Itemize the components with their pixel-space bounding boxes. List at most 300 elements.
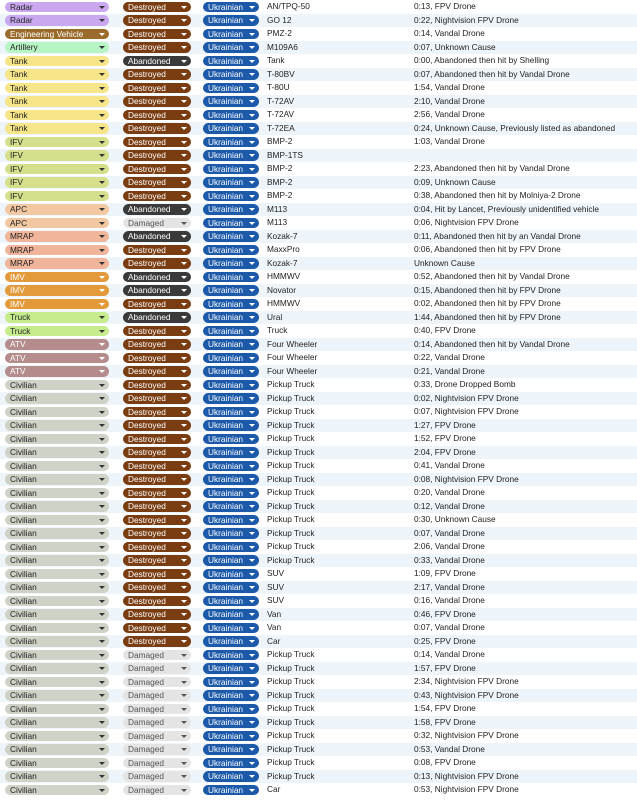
chevron-down-icon <box>99 114 105 117</box>
category-dropdown[interactable] <box>5 785 109 796</box>
category-dropdown[interactable] <box>5 299 109 310</box>
category-dropdown[interactable] <box>5 150 109 161</box>
status-dropdown[interactable] <box>123 353 191 364</box>
side-dropdown[interactable] <box>203 528 259 539</box>
model-cell: M113 <box>267 203 288 214</box>
side-dropdown[interactable] <box>203 393 259 404</box>
chevron-down-icon <box>99 600 105 603</box>
note-cell: 1:57, FPV Drone <box>414 662 476 673</box>
side-dropdown[interactable] <box>203 366 259 377</box>
category-dropdown[interactable] <box>5 488 109 499</box>
chevron-down-icon <box>99 519 105 522</box>
status-label: Abandoned <box>128 231 171 242</box>
side-dropdown[interactable] <box>203 447 259 458</box>
side-label: Ukrainian <box>208 636 244 647</box>
chevron-down-icon <box>181 721 187 724</box>
category-dropdown[interactable] <box>5 164 109 175</box>
category-dropdown[interactable] <box>5 42 109 53</box>
category-label: Civilian <box>10 771 37 782</box>
status-dropdown[interactable] <box>123 650 191 661</box>
side-dropdown[interactable] <box>203 177 259 188</box>
chevron-down-icon <box>181 357 187 360</box>
model-cell: Pickup Truck <box>267 730 315 740</box>
status-dropdown[interactable] <box>123 366 191 377</box>
status-dropdown[interactable] <box>123 582 191 593</box>
category-label: Civilian <box>10 460 37 471</box>
side-dropdown[interactable] <box>203 501 259 512</box>
status-dropdown[interactable] <box>123 150 191 161</box>
category-dropdown[interactable] <box>5 191 109 202</box>
category-dropdown[interactable] <box>5 515 109 526</box>
chevron-down-icon <box>181 465 187 468</box>
chevron-down-icon <box>99 492 105 495</box>
category-dropdown[interactable] <box>5 258 109 269</box>
status-dropdown[interactable] <box>123 339 191 350</box>
status-dropdown[interactable] <box>123 744 191 755</box>
side-dropdown[interactable] <box>203 96 259 107</box>
status-dropdown[interactable] <box>123 407 191 418</box>
status-dropdown[interactable] <box>123 258 191 269</box>
status-label: Damaged <box>128 676 164 687</box>
status-dropdown[interactable] <box>123 380 191 391</box>
side-dropdown[interactable] <box>203 771 259 782</box>
category-dropdown[interactable] <box>5 582 109 593</box>
side-dropdown[interactable] <box>203 785 259 796</box>
status-dropdown[interactable] <box>123 96 191 107</box>
category-dropdown[interactable] <box>5 366 109 377</box>
chevron-down-icon <box>99 411 105 414</box>
chevron-down-icon <box>181 654 187 657</box>
status-label: Destroyed <box>128 501 166 512</box>
side-dropdown[interactable] <box>203 339 259 350</box>
category-dropdown[interactable] <box>5 15 109 26</box>
model-cell: Pickup Truck <box>267 500 315 511</box>
model-cell: Pickup Truck <box>267 487 315 497</box>
category-dropdown[interactable] <box>5 353 109 364</box>
chevron-down-icon <box>99 141 105 144</box>
side-label: Ukrainian <box>208 285 244 296</box>
status-dropdown[interactable] <box>123 704 191 715</box>
status-label: Damaged <box>128 730 164 741</box>
category-label: Tank <box>10 123 28 134</box>
status-dropdown[interactable] <box>123 272 191 283</box>
chevron-down-icon <box>181 141 187 144</box>
side-dropdown[interactable] <box>203 582 259 593</box>
chevron-down-icon <box>99 33 105 36</box>
category-dropdown[interactable] <box>5 623 109 634</box>
side-dropdown[interactable] <box>203 42 259 53</box>
chevron-down-icon <box>99 438 105 441</box>
chevron-down-icon <box>249 492 255 495</box>
side-dropdown[interactable] <box>203 245 259 256</box>
status-label: Destroyed <box>128 460 166 471</box>
status-dropdown[interactable] <box>123 110 191 121</box>
status-dropdown[interactable] <box>123 758 191 769</box>
status-dropdown[interactable] <box>123 542 191 553</box>
status-dropdown[interactable] <box>123 528 191 539</box>
category-dropdown[interactable] <box>5 312 109 323</box>
status-label: Damaged <box>128 784 164 795</box>
category-dropdown[interactable] <box>5 447 109 458</box>
side-label: Ukrainian <box>208 109 244 120</box>
chevron-down-icon <box>181 222 187 225</box>
note-cell: 0:16, Vandal Drone <box>414 595 485 605</box>
chevron-down-icon <box>181 789 187 792</box>
side-dropdown[interactable] <box>203 623 259 634</box>
status-dropdown[interactable] <box>123 569 191 580</box>
side-dropdown[interactable] <box>203 758 259 769</box>
chevron-down-icon <box>249 303 255 306</box>
side-dropdown[interactable] <box>203 690 259 701</box>
side-dropdown[interactable] <box>203 150 259 161</box>
status-dropdown[interactable] <box>123 29 191 40</box>
side-dropdown[interactable] <box>203 650 259 661</box>
chevron-down-icon <box>249 370 255 373</box>
side-dropdown[interactable] <box>203 164 259 175</box>
category-dropdown[interactable] <box>5 110 109 121</box>
chevron-down-icon <box>181 114 187 117</box>
chevron-down-icon <box>181 708 187 711</box>
category-dropdown[interactable] <box>5 636 109 647</box>
category-dropdown[interactable] <box>5 96 109 107</box>
table-row <box>0 527 637 541</box>
category-dropdown[interactable] <box>5 542 109 553</box>
chevron-down-icon <box>99 708 105 711</box>
side-dropdown[interactable] <box>203 609 259 620</box>
status-dropdown[interactable] <box>123 177 191 188</box>
status-label: Destroyed <box>128 15 166 26</box>
side-label: Ukrainian <box>208 298 244 309</box>
note-cell: 0:32, Nightvision FPV Drone <box>414 730 519 740</box>
status-dropdown[interactable] <box>123 771 191 782</box>
category-dropdown[interactable] <box>5 663 109 674</box>
chevron-down-icon <box>99 195 105 198</box>
status-dropdown[interactable] <box>123 434 191 445</box>
chevron-down-icon <box>249 127 255 130</box>
status-dropdown[interactable] <box>123 690 191 701</box>
status-dropdown[interactable] <box>123 447 191 458</box>
status-dropdown[interactable] <box>123 191 191 202</box>
status-dropdown[interactable] <box>123 501 191 512</box>
chevron-down-icon <box>181 249 187 252</box>
note-cell: 0:41, Vandal Drone <box>414 460 485 470</box>
model-cell: Pickup Truck <box>267 419 315 430</box>
status-dropdown[interactable] <box>123 623 191 634</box>
side-dropdown[interactable] <box>203 15 259 26</box>
note-cell: 0:07, Vandal Drone <box>414 622 485 632</box>
category-dropdown[interactable] <box>5 650 109 661</box>
status-dropdown[interactable] <box>123 15 191 26</box>
category-dropdown[interactable] <box>5 758 109 769</box>
side-label: Ukrainian <box>208 501 244 512</box>
category-dropdown[interactable] <box>5 29 109 40</box>
side-dropdown[interactable] <box>203 191 259 202</box>
status-dropdown[interactable] <box>123 218 191 229</box>
category-dropdown[interactable] <box>5 272 109 283</box>
chevron-down-icon <box>181 235 187 238</box>
side-dropdown[interactable] <box>203 83 259 94</box>
category-dropdown[interactable] <box>5 461 109 472</box>
status-dropdown[interactable] <box>123 245 191 256</box>
model-cell: T-72EA <box>267 122 295 133</box>
chevron-down-icon <box>249 627 255 630</box>
status-dropdown[interactable] <box>123 299 191 310</box>
category-dropdown[interactable] <box>5 744 109 755</box>
side-dropdown[interactable] <box>203 2 259 13</box>
category-dropdown[interactable] <box>5 596 109 607</box>
chevron-down-icon <box>181 343 187 346</box>
side-dropdown[interactable] <box>203 204 259 215</box>
side-dropdown[interactable] <box>203 515 259 526</box>
side-dropdown[interactable] <box>203 636 259 647</box>
side-dropdown[interactable] <box>203 461 259 472</box>
side-dropdown[interactable] <box>203 69 259 80</box>
status-dropdown[interactable] <box>123 636 191 647</box>
status-dropdown[interactable] <box>123 717 191 728</box>
note-cell: 1:09, FPV Drone <box>414 568 476 578</box>
category-dropdown[interactable] <box>5 339 109 350</box>
status-label: Damaged <box>128 690 164 701</box>
category-label: IFV <box>10 150 23 161</box>
status-dropdown[interactable] <box>123 663 191 674</box>
note-cell: 0:08, FPV Drone <box>414 757 476 767</box>
table-row <box>0 459 637 473</box>
category-dropdown[interactable] <box>5 704 109 715</box>
side-dropdown[interactable] <box>203 569 259 580</box>
category-dropdown[interactable] <box>5 474 109 485</box>
status-dropdown[interactable] <box>123 488 191 499</box>
status-dropdown[interactable] <box>123 83 191 94</box>
chevron-down-icon <box>249 343 255 346</box>
status-label: Destroyed <box>128 555 166 566</box>
side-label: Ukrainian <box>208 42 244 53</box>
category-label: Artillery <box>10 42 38 53</box>
chevron-down-icon <box>181 546 187 549</box>
side-dropdown[interactable] <box>203 137 259 148</box>
note-cell: 0:43, Nightvision FPV Drone <box>414 689 519 700</box>
category-dropdown[interactable] <box>5 690 109 701</box>
table-row <box>0 756 637 770</box>
category-label: Civilian <box>10 690 37 701</box>
chevron-down-icon <box>249 681 255 684</box>
category-label: Civilian <box>10 663 37 674</box>
category-dropdown[interactable] <box>5 231 109 242</box>
chevron-down-icon <box>181 6 187 9</box>
side-dropdown[interactable] <box>203 407 259 418</box>
status-label: Destroyed <box>128 487 166 498</box>
table-row <box>0 432 637 446</box>
category-dropdown[interactable] <box>5 771 109 782</box>
side-dropdown[interactable] <box>203 218 259 229</box>
category-label: Radar <box>10 1 33 12</box>
category-dropdown[interactable] <box>5 420 109 431</box>
chevron-down-icon <box>99 667 105 670</box>
table-row <box>0 54 637 68</box>
side-label: Ukrainian <box>208 1 244 12</box>
chevron-down-icon <box>99 505 105 508</box>
category-dropdown[interactable] <box>5 407 109 418</box>
status-dropdown[interactable] <box>123 731 191 742</box>
category-dropdown[interactable] <box>5 501 109 512</box>
status-dropdown[interactable] <box>123 326 191 337</box>
status-dropdown[interactable] <box>123 420 191 431</box>
chevron-down-icon <box>99 654 105 657</box>
chevron-down-icon <box>249 438 255 441</box>
side-dropdown[interactable] <box>203 56 259 67</box>
model-cell: Pickup Truck <box>267 649 315 659</box>
status-dropdown[interactable] <box>123 285 191 296</box>
side-dropdown[interactable] <box>203 596 259 607</box>
table-row <box>0 311 637 325</box>
category-label: Civilian <box>10 595 37 606</box>
chevron-down-icon <box>181 559 187 562</box>
side-dropdown[interactable] <box>203 677 259 688</box>
category-dropdown[interactable] <box>5 218 109 229</box>
category-dropdown[interactable] <box>5 528 109 539</box>
note-cell: 0:15, Abandoned then hit by FPV Drone <box>414 284 561 295</box>
model-cell: MaxxPro <box>267 244 300 254</box>
side-dropdown[interactable] <box>203 380 259 391</box>
status-dropdown[interactable] <box>123 461 191 472</box>
chevron-down-icon <box>249 60 255 63</box>
model-cell: Van <box>267 622 282 632</box>
side-dropdown[interactable] <box>203 123 259 134</box>
chevron-down-icon <box>99 424 105 427</box>
category-label: Tank <box>10 109 28 120</box>
side-label: Ukrainian <box>208 447 244 458</box>
status-dropdown[interactable] <box>123 2 191 13</box>
note-cell: 2:06, Vandal Drone <box>414 541 485 551</box>
model-cell: Pickup Truck <box>267 406 315 416</box>
category-dropdown[interactable] <box>5 177 109 188</box>
side-dropdown[interactable] <box>203 704 259 715</box>
side-dropdown[interactable] <box>203 488 259 499</box>
category-dropdown[interactable] <box>5 285 109 296</box>
status-label: Destroyed <box>128 244 166 255</box>
category-label: Civilian <box>10 676 37 687</box>
category-dropdown[interactable] <box>5 2 109 13</box>
status-dropdown[interactable] <box>123 204 191 215</box>
chevron-down-icon <box>249 789 255 792</box>
category-dropdown[interactable] <box>5 569 109 580</box>
category-dropdown[interactable] <box>5 56 109 67</box>
table-row <box>0 230 637 244</box>
side-label: Ukrainian <box>208 82 244 93</box>
side-dropdown[interactable] <box>203 110 259 121</box>
status-dropdown[interactable] <box>123 785 191 796</box>
note-cell: 0:33, Vandal Drone <box>414 554 485 565</box>
chevron-down-icon <box>249 708 255 711</box>
chevron-down-icon <box>181 330 187 333</box>
side-dropdown[interactable] <box>203 434 259 445</box>
side-dropdown[interactable] <box>203 744 259 755</box>
status-dropdown[interactable] <box>123 555 191 566</box>
status-dropdown[interactable] <box>123 609 191 620</box>
status-label: Destroyed <box>128 622 166 633</box>
chevron-down-icon <box>99 60 105 63</box>
category-dropdown[interactable] <box>5 245 109 256</box>
category-dropdown[interactable] <box>5 123 109 134</box>
category-dropdown[interactable] <box>5 717 109 728</box>
status-dropdown[interactable] <box>123 56 191 67</box>
category-label: Civilian <box>10 555 37 566</box>
side-label: Ukrainian <box>208 717 244 728</box>
side-dropdown[interactable] <box>203 542 259 553</box>
model-cell: Pickup Truck <box>267 716 315 727</box>
side-dropdown[interactable] <box>203 299 259 310</box>
category-dropdown[interactable] <box>5 137 109 148</box>
category-label: Civilian <box>10 730 37 741</box>
category-dropdown[interactable] <box>5 609 109 620</box>
model-cell: Pickup Truck <box>267 433 315 443</box>
chevron-down-icon <box>181 424 187 427</box>
status-dropdown[interactable] <box>123 69 191 80</box>
status-dropdown[interactable] <box>123 677 191 688</box>
note-cell: 0:22, Vandal Drone <box>414 352 485 362</box>
side-dropdown[interactable] <box>203 231 259 242</box>
category-dropdown[interactable] <box>5 555 109 566</box>
chevron-down-icon <box>181 262 187 265</box>
side-label: Ukrainian <box>208 744 244 755</box>
chevron-down-icon <box>249 546 255 549</box>
side-dropdown[interactable] <box>203 326 259 337</box>
status-dropdown[interactable] <box>123 474 191 485</box>
status-dropdown[interactable] <box>123 515 191 526</box>
category-dropdown[interactable] <box>5 393 109 404</box>
category-dropdown[interactable] <box>5 731 109 742</box>
side-dropdown[interactable] <box>203 312 259 323</box>
side-dropdown[interactable] <box>203 474 259 485</box>
status-dropdown[interactable] <box>123 393 191 404</box>
side-dropdown[interactable] <box>203 353 259 364</box>
side-dropdown[interactable] <box>203 285 259 296</box>
side-dropdown[interactable] <box>203 717 259 728</box>
side-label: Ukrainian <box>208 244 244 255</box>
side-dropdown[interactable] <box>203 420 259 431</box>
category-dropdown[interactable] <box>5 83 109 94</box>
status-label: Abandoned <box>128 55 171 66</box>
chevron-down-icon <box>99 789 105 792</box>
table-row <box>0 135 637 149</box>
side-dropdown[interactable] <box>203 555 259 566</box>
side-dropdown[interactable] <box>203 663 259 674</box>
status-dropdown[interactable] <box>123 164 191 175</box>
category-dropdown[interactable] <box>5 204 109 215</box>
side-dropdown[interactable] <box>203 731 259 742</box>
category-dropdown[interactable] <box>5 69 109 80</box>
status-dropdown[interactable] <box>123 312 191 323</box>
category-dropdown[interactable] <box>5 434 109 445</box>
side-label: Ukrainian <box>208 784 244 795</box>
side-dropdown[interactable] <box>203 29 259 40</box>
model-cell: Van <box>267 608 282 619</box>
status-dropdown[interactable] <box>123 42 191 53</box>
status-dropdown[interactable] <box>123 596 191 607</box>
side-dropdown[interactable] <box>203 272 259 283</box>
status-dropdown[interactable] <box>123 123 191 134</box>
chevron-down-icon <box>99 181 105 184</box>
status-dropdown[interactable] <box>123 231 191 242</box>
category-dropdown[interactable] <box>5 380 109 391</box>
chevron-down-icon <box>249 478 255 481</box>
status-dropdown[interactable] <box>123 137 191 148</box>
chevron-down-icon <box>249 222 255 225</box>
category-dropdown[interactable] <box>5 326 109 337</box>
category-dropdown[interactable] <box>5 677 109 688</box>
chevron-down-icon <box>99 681 105 684</box>
side-dropdown[interactable] <box>203 258 259 269</box>
model-cell: Kozak-7 <box>267 230 298 241</box>
